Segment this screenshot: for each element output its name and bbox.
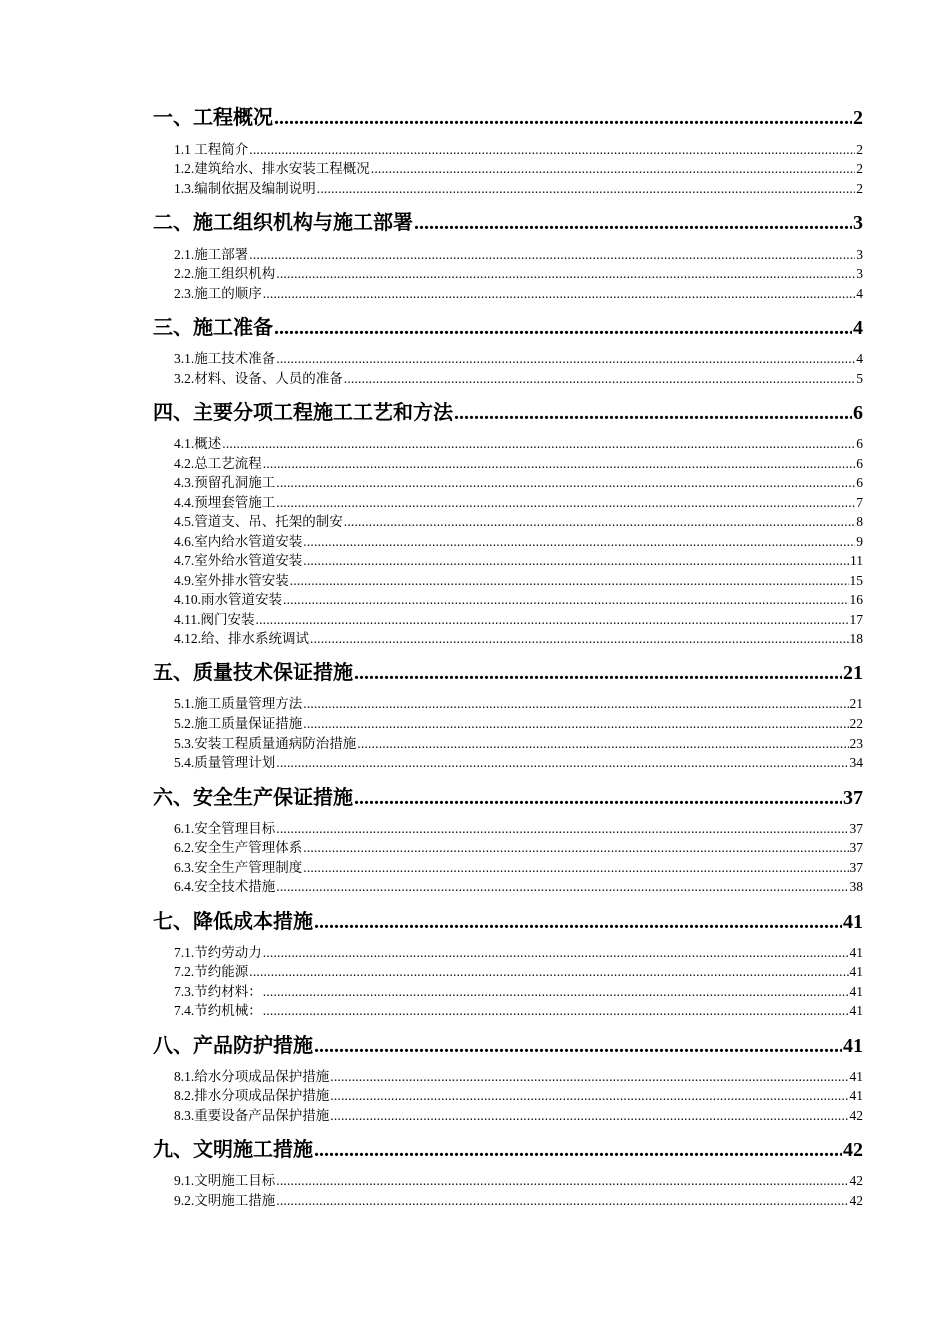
- toc-section-entry[interactable]: [174, 347, 863, 365]
- toc-section-entry[interactable]: [174, 980, 863, 998]
- leader-dots: [283, 592, 849, 608]
- toc-section-entry[interactable]: [174, 138, 863, 156]
- section-title: 7.2.节约能源: [174, 964, 249, 979]
- leader-dots: [371, 161, 856, 177]
- leader-dots: [314, 1035, 842, 1058]
- leader-dots: [303, 553, 849, 569]
- leader-dots: [357, 736, 848, 752]
- chapter-title: 施工组织机构与施工部署: [193, 212, 413, 234]
- toc-section-entry[interactable]: [174, 817, 863, 835]
- toc-section-entry[interactable]: [174, 588, 863, 606]
- toc-section-entry[interactable]: [174, 1189, 863, 1207]
- page-number: 41: [849, 945, 863, 960]
- toc-section-entry[interactable]: [174, 177, 863, 195]
- leader-dots: [276, 475, 855, 491]
- toc-chapter-entry[interactable]: [153, 101, 863, 127]
- page-number: 3: [856, 247, 863, 262]
- toc-section-entry[interactable]: [174, 1084, 863, 1102]
- section-title: 5.1.施工质量管理方法: [174, 696, 303, 711]
- leader-dots: [314, 911, 842, 934]
- section-title: 4.2.总工艺流程: [174, 456, 262, 471]
- page-number: 18: [849, 631, 863, 646]
- page-number: 23: [849, 736, 863, 751]
- section-title: 9.2.文明施工措施: [174, 1193, 276, 1208]
- toc-section-entry[interactable]: [174, 262, 863, 280]
- toc-section-entry[interactable]: [174, 432, 863, 450]
- page-number: 41: [849, 1069, 863, 1084]
- section-title: 2.3.施工的顺序: [174, 286, 262, 301]
- section-title: 7.1.节约劳动力: [174, 945, 262, 960]
- page-number: 2: [853, 107, 863, 129]
- page-number: 34: [849, 755, 863, 770]
- chapter-number: 七、: [153, 911, 193, 933]
- section-title: 1.1 工程简介: [174, 142, 249, 157]
- leader-dots: [263, 945, 849, 961]
- section-title: 3.1.施工技术准备: [174, 351, 276, 366]
- section-title: 9.1.文明施工目标: [174, 1173, 276, 1188]
- page-number: 41: [843, 911, 863, 933]
- section-title: 5.2.施工质量保证措施: [174, 716, 303, 731]
- page-number: 41: [849, 984, 863, 999]
- leader-dots: [303, 716, 848, 732]
- toc-section-entry[interactable]: [174, 452, 863, 470]
- page-number: 37: [843, 787, 863, 809]
- leader-dots: [303, 696, 848, 712]
- toc-chapter-entry[interactable]: [153, 1029, 863, 1055]
- chapter-number: 五、: [153, 662, 193, 684]
- toc-section-entry[interactable]: [174, 282, 863, 300]
- page-number: 42: [849, 1193, 863, 1208]
- leader-dots: [256, 612, 849, 628]
- section-title: 7.4.节约机械：: [174, 1003, 262, 1018]
- page-number: 3: [856, 266, 863, 281]
- toc-chapter-entry[interactable]: [153, 396, 863, 422]
- toc-section-entry[interactable]: [174, 530, 863, 548]
- toc-section-entry[interactable]: [174, 243, 863, 261]
- leader-dots: [263, 984, 849, 1000]
- page-number: 4: [856, 351, 863, 366]
- leader-dots: [276, 755, 848, 771]
- chapter-title: 质量技术保证措施: [193, 662, 353, 684]
- leader-dots: [314, 1139, 842, 1162]
- page-number: 42: [849, 1173, 863, 1188]
- section-title: 2.1.施工部署: [174, 247, 249, 262]
- section-title: 6.3.安全生产管理制度: [174, 860, 303, 875]
- page-number: 9: [856, 534, 863, 549]
- section-title: 4.3.预留孔洞施工: [174, 475, 276, 490]
- section-title: 7.3.节约材料：: [174, 984, 262, 999]
- toc-chapter-entry[interactable]: [153, 1133, 863, 1159]
- toc-section-entry[interactable]: [174, 608, 863, 626]
- section-title: 4.7.室外给水管道安装: [174, 553, 303, 568]
- toc-section-entry[interactable]: [174, 999, 863, 1017]
- leader-dots: [414, 212, 852, 235]
- chapter-number: 九、: [153, 1139, 193, 1161]
- page-number: 2: [856, 161, 863, 176]
- toc-section-entry[interactable]: [174, 1169, 863, 1187]
- chapter-title: 工程概况: [193, 107, 273, 129]
- page-number: 11: [850, 553, 863, 568]
- page-number: 6: [853, 402, 863, 424]
- page-number: 41: [849, 1088, 863, 1103]
- leader-dots: [290, 573, 849, 589]
- leader-dots: [276, 1193, 848, 1209]
- section-title: 5.3.安装工程质量通病防治措施: [174, 736, 357, 751]
- section-title: 1.2.建筑给水、排水安装工程概况: [174, 161, 370, 176]
- page-number: 6: [856, 456, 863, 471]
- page-number: 37: [849, 840, 863, 855]
- leader-dots: [303, 840, 848, 856]
- leader-dots: [249, 247, 855, 263]
- toc-section-entry[interactable]: [174, 471, 863, 489]
- section-title: 4.9.室外排水管安装: [174, 573, 289, 588]
- toc-section-entry[interactable]: [174, 157, 863, 175]
- leader-dots: [249, 964, 848, 980]
- page-number: 17: [849, 612, 863, 627]
- toc-chapter-entry[interactable]: [153, 781, 863, 807]
- toc-section-entry[interactable]: [174, 941, 863, 959]
- leader-dots: [249, 142, 855, 158]
- page-number: 37: [849, 860, 863, 875]
- leader-dots: [276, 879, 848, 895]
- chapter-number: 八、: [153, 1035, 193, 1057]
- chapter-number: 一、: [153, 107, 193, 129]
- toc-section-entry[interactable]: [174, 856, 863, 874]
- leader-dots: [274, 317, 852, 340]
- toc-section-entry[interactable]: [174, 549, 863, 567]
- page-number: 21: [843, 662, 863, 684]
- chapter-title: 文明施工措施: [193, 1139, 313, 1161]
- leader-dots: [317, 181, 856, 197]
- leader-dots: [276, 266, 855, 282]
- leader-dots: [354, 787, 842, 810]
- toc-section-entry[interactable]: [174, 367, 863, 385]
- section-title: 4.12.给、排水系统调试: [174, 631, 309, 646]
- chapter-number: 三、: [153, 317, 193, 339]
- chapter-number: 四、: [153, 402, 193, 424]
- section-title: 6.2.安全生产管理体系: [174, 840, 303, 855]
- toc-section-entry[interactable]: [174, 836, 863, 854]
- leader-dots: [303, 534, 855, 550]
- leader-dots: [344, 371, 856, 387]
- section-title: 4.6.室内给水管道安装: [174, 534, 303, 549]
- toc-chapter-entry[interactable]: [153, 905, 863, 931]
- page-number: 37: [849, 821, 863, 836]
- toc-section-entry[interactable]: [174, 569, 863, 587]
- toc-chapter-entry[interactable]: [153, 311, 863, 337]
- page-number: 5: [856, 371, 863, 386]
- leader-dots: [222, 436, 855, 452]
- toc-section-entry[interactable]: [174, 875, 863, 893]
- page-number: 7: [856, 495, 863, 510]
- page-number: 21: [849, 696, 863, 711]
- section-title: 4.4.预埋套管施工: [174, 495, 276, 510]
- section-title: 8.3.重要设备产品保护措施: [174, 1108, 330, 1123]
- chapter-title: 降低成本措施: [193, 911, 313, 933]
- page-number: 3: [853, 212, 863, 234]
- toc-section-entry[interactable]: [174, 960, 863, 978]
- leader-dots: [274, 107, 852, 130]
- toc-chapter-entry[interactable]: [153, 656, 863, 682]
- section-title: 6.4.安全技术措施: [174, 879, 276, 894]
- leader-dots: [330, 1088, 848, 1104]
- section-title: 4.5.管道支、吊、托架的制安: [174, 514, 343, 529]
- section-title: 5.4.质量管理计划: [174, 755, 276, 770]
- leader-dots: [303, 860, 848, 876]
- toc-chapter-entry[interactable]: [153, 206, 863, 232]
- section-title: 3.2.材料、设备、人员的准备: [174, 371, 343, 386]
- section-title: 4.11.阀门安装: [174, 612, 255, 627]
- page-number: 38: [849, 879, 863, 894]
- toc-section-entry[interactable]: [174, 627, 863, 645]
- page-number: 41: [849, 1003, 863, 1018]
- leader-dots: [263, 286, 856, 302]
- page-number: 6: [856, 475, 863, 490]
- section-title: 4.10.雨水管道安装: [174, 592, 282, 607]
- section-title: 6.1.安全管理目标: [174, 821, 276, 836]
- toc-section-entry[interactable]: [174, 712, 863, 730]
- leader-dots: [276, 821, 848, 837]
- section-title: 1.3.编制依据及编制说明: [174, 181, 316, 196]
- leader-dots: [263, 1003, 849, 1019]
- leader-dots: [276, 1173, 848, 1189]
- page-number: 42: [849, 1108, 863, 1123]
- page-number: 2: [856, 181, 863, 196]
- page-number: 41: [843, 1035, 863, 1057]
- leader-dots: [454, 402, 852, 425]
- page-number: 6: [856, 436, 863, 451]
- section-title: 8.1.给水分项成品保护措施: [174, 1069, 330, 1084]
- page-number: 4: [853, 317, 863, 339]
- leader-dots: [276, 495, 855, 511]
- leader-dots: [263, 456, 856, 472]
- chapter-number: 六、: [153, 787, 193, 809]
- leader-dots: [310, 631, 849, 647]
- leader-dots: [330, 1108, 848, 1124]
- page-number: 22: [849, 716, 863, 731]
- page-number: 8: [856, 514, 863, 529]
- leader-dots: [276, 351, 855, 367]
- page-number: 4: [856, 286, 863, 301]
- section-title: 8.2.排水分项成品保护措施: [174, 1088, 330, 1103]
- section-title: 4.1.概述: [174, 436, 222, 451]
- section-title: 2.2.施工组织机构: [174, 266, 276, 281]
- page-number: 16: [849, 592, 863, 607]
- page-number: 42: [843, 1139, 863, 1161]
- chapter-title: 产品防护措施: [193, 1035, 313, 1057]
- toc-section-entry[interactable]: [174, 751, 863, 769]
- toc-section-entry[interactable]: [174, 1065, 863, 1083]
- toc-section-entry[interactable]: [174, 732, 863, 750]
- toc-section-entry[interactable]: [174, 510, 863, 528]
- leader-dots: [354, 662, 842, 685]
- chapter-title: 主要分项工程施工工艺和方法: [193, 402, 453, 424]
- leader-dots: [344, 514, 856, 530]
- page-number: 15: [849, 573, 863, 588]
- chapter-title: 施工准备: [193, 317, 273, 339]
- toc-section-entry[interactable]: [174, 1104, 863, 1122]
- page-number: 2: [856, 142, 863, 157]
- toc-section-entry[interactable]: [174, 491, 863, 509]
- toc-section-entry[interactable]: [174, 692, 863, 710]
- chapter-number: 二、: [153, 212, 193, 234]
- page-number: 41: [849, 964, 863, 979]
- chapter-title: 安全生产保证措施: [193, 787, 353, 809]
- leader-dots: [330, 1069, 848, 1085]
